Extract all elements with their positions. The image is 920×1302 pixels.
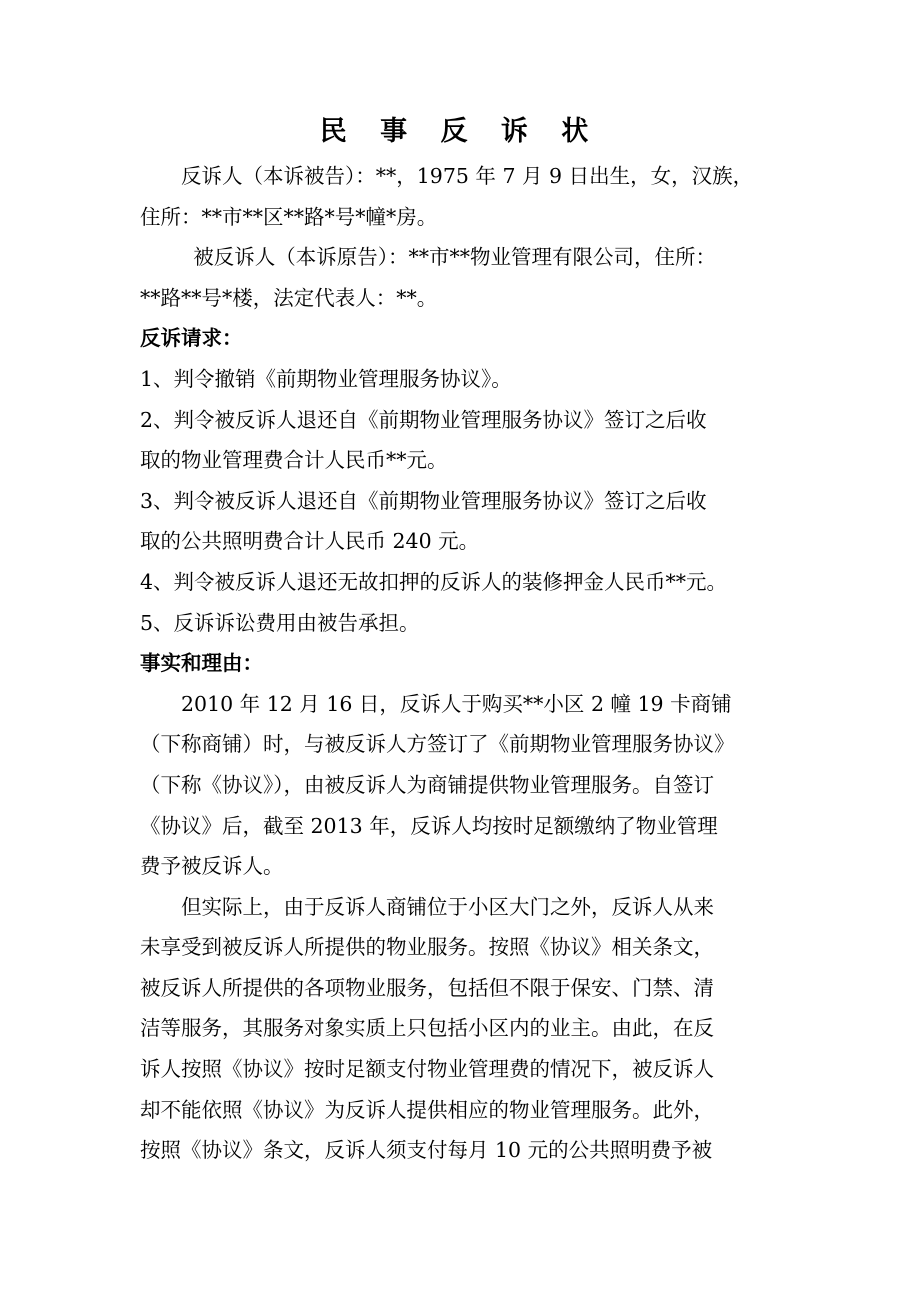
facts-paragraph-2-line: 但实际上，由于反诉人商铺位于小区大门之外，反诉人从来 [181,894,714,919]
facts-paragraph-2-line: 被反诉人所提供的各项物业服务，包括但不限于保安、门禁、清 [140,975,714,1000]
counterclaimant-line: 反诉人（本诉被告）：**，1975 年 7 月 9 日出生，女，汉族， [181,164,754,188]
respondent-line: 被反诉人（本诉原告）：**市**物业管理有限公司，住所： [193,245,717,270]
claim-item-5: 5、反诉诉讼费用由被告承担。 [140,610,420,635]
facts-paragraph-1-line: 费予被反诉人。 [140,854,284,879]
document-title: 民 事 反 诉 状 [319,116,601,147]
document-body [140,156,790,1171]
claim-item-3-continued: 取的公共照明费合计人民币 240 元。 [140,529,480,554]
facts-paragraph-1-line: （下称《协议》），由被反诉人为商铺提供物业管理服务。自签订 [140,772,714,797]
facts-paragraph-1-line: 2010 年 12 月 16 日，反诉人于购买**小区 2 幢 19 卡商铺 [181,691,732,716]
facts-paragraph-2-line: 诉人按照《协议》按时足额支付物业管理费的情况下，被反诉人 [140,1057,714,1082]
respondent-address-line: **路**号*楼，法定代表人：**。 [140,285,438,310]
counterclaimant-address-line: 住所：**市**区**路*号*幢*房。 [140,204,438,229]
facts-paragraph-1-line: （下称商铺）时，与被反诉人方签订了《前期物业管理服务协议》 [140,732,735,757]
facts-paragraph-2-line: 未享受到被反诉人所提供的物业服务。按照《协议》相关条文， [140,935,714,960]
claim-item-3: 3、判令被反诉人退还自《前期物业管理服务协议》签订之后收 [140,488,707,513]
facts-heading: 事实和理由： [140,651,263,676]
claim-item-4: 4、判令被反诉人退还无故扣押的反诉人的装修押金人民币**元。 [140,569,728,594]
facts-paragraph-1-line: 《协议》后，截至 2013 年，反诉人均按时足额缴纳了物业管理 [140,813,718,838]
facts-paragraph-2-line: 洁等服务，其服务对象实质上只包括小区内的业主。由此，在反 [140,1016,714,1041]
facts-paragraph-2-line: 按照《协议》条文，反诉人须支付每月 10 元的公共照明费予被 [140,1138,713,1163]
facts-paragraph-2-line: 却不能依照《协议》为反诉人提供相应的物业管理服务。此外， [140,1097,714,1122]
claim-item-2-continued: 取的物业管理费合计人民币**元。 [140,448,448,473]
claim-item-2: 2、判令被反诉人退还自《前期物业管理服务协议》签订之后收 [140,407,707,432]
claims-heading: 反诉请求： [140,326,243,351]
claim-item-1: 1、判令撤销《前期物业管理服务协议》。 [140,366,512,391]
